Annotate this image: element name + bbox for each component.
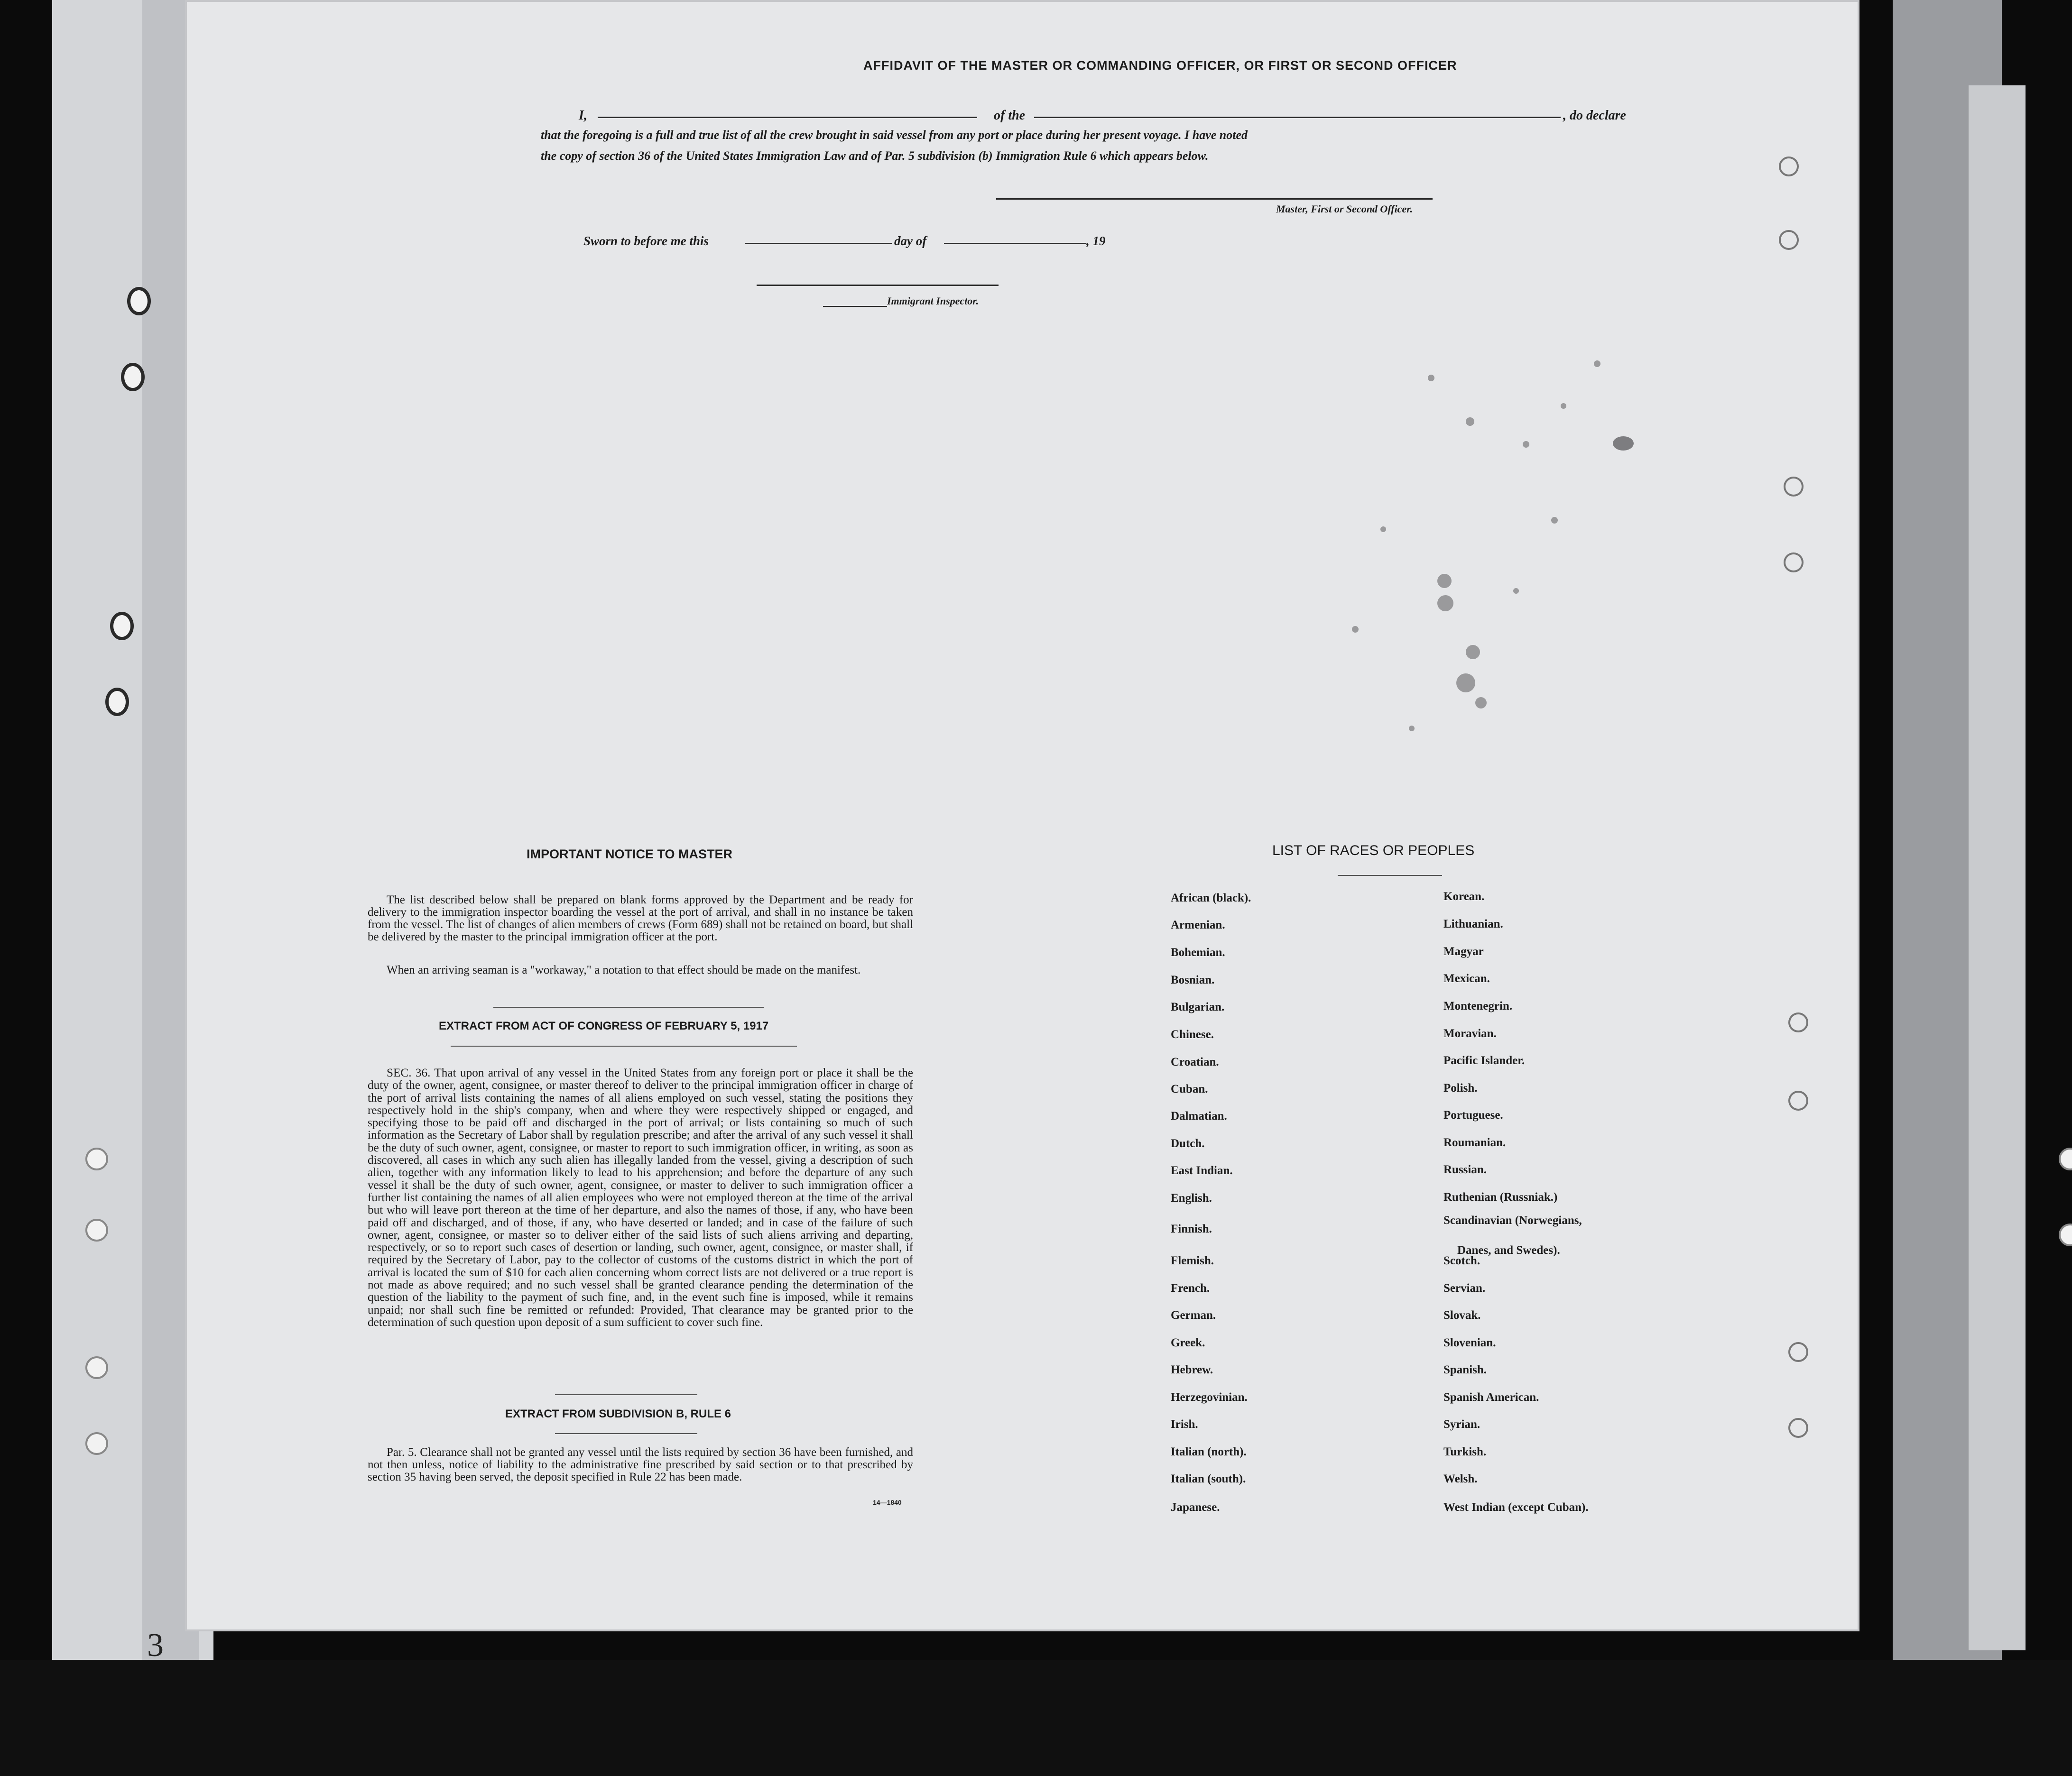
- ink-spot: [1437, 595, 1453, 611]
- declaration-statement-line2: the copy of section 36 of the United States Immigration Law and of Par. 5 subdivision (b) Immigration Rule 6 which appears below.: [541, 149, 1209, 163]
- punch-hole: [85, 1356, 108, 1379]
- sworn-label: Sworn to before me this: [583, 234, 709, 248]
- vessel-name-field[interactable]: [1034, 117, 1561, 118]
- race-right-item: Pacific Islander.: [1443, 1054, 1525, 1067]
- rule-extract-body: Par. 5. Clearance shall not be granted any vessel until the lists required by section 36 have been furnished, and not then unless, notice of liability to the administrative fine prescribed by said section or to that prescribed by section 35 having been served, the deposit specified in Rule 22 has been made.: [368, 1446, 913, 1483]
- ink-spot: [1561, 403, 1566, 409]
- race-right-item: Portuguese.: [1443, 1109, 1503, 1122]
- right-film-strip-edge: [1969, 85, 2026, 1650]
- vessel-label: of the: [994, 108, 1026, 123]
- ink-spot: [1594, 360, 1600, 367]
- declarant-name-field[interactable]: [598, 117, 977, 118]
- race-left-item: African (black).: [1171, 892, 1251, 904]
- binder-ring: [1788, 1012, 1808, 1032]
- race-right-item: Scandinavian (Norwegians,: [1443, 1214, 1582, 1227]
- binder-ring: [1784, 552, 1804, 572]
- race-left-item: Dutch.: [1171, 1137, 1205, 1150]
- race-left-item: German.: [1171, 1309, 1216, 1322]
- punch-hole: [2059, 1224, 2072, 1246]
- act-extract-heading: EXTRACT FROM ACT OF CONGRESS OF FEBRUARY 5, 1917: [439, 1020, 769, 1032]
- binder-ring: [1788, 1091, 1808, 1111]
- day-of-label: day of: [894, 234, 927, 248]
- section-divider: [493, 1007, 764, 1008]
- race-left-item: Herzegovinian.: [1171, 1391, 1248, 1404]
- race-left-item: Italian (north).: [1171, 1445, 1247, 1458]
- race-left-item: Bulgarian.: [1171, 1001, 1225, 1013]
- year-label: , 19: [1086, 234, 1106, 248]
- race-left-item: Croatian.: [1171, 1056, 1219, 1068]
- race-right-item: West Indian (except Cuban).: [1443, 1501, 1589, 1514]
- punch-hole: [127, 287, 151, 315]
- race-right-item: Polish.: [1443, 1082, 1478, 1095]
- race-left-item: Finnish.: [1171, 1223, 1212, 1235]
- binder-ring: [1788, 1342, 1808, 1362]
- race-right-item: Montenegrin.: [1443, 1000, 1513, 1012]
- affidavit-title: AFFIDAVIT OF THE MASTER OR COMMANDING OFFICER, OR FIRST OR SECOND OFFICER: [863, 58, 1457, 73]
- punch-hole: [105, 688, 129, 716]
- race-left-item: Cuban.: [1171, 1083, 1208, 1095]
- race-right-item: Servian.: [1443, 1282, 1486, 1295]
- punch-hole: [85, 1148, 108, 1170]
- race-left-item: English.: [1171, 1192, 1212, 1205]
- race-right-item: Welsh.: [1443, 1472, 1478, 1485]
- section-divider: [451, 1046, 797, 1047]
- ink-spot: [1409, 726, 1415, 731]
- binder-ring: [1784, 477, 1804, 497]
- ink-spot: [1475, 697, 1487, 709]
- races-heading-underline: [1338, 875, 1442, 876]
- binder-ring: [1779, 156, 1799, 176]
- race-right-item: Roumanian.: [1443, 1136, 1506, 1149]
- punch-hole: [85, 1432, 108, 1455]
- race-right-item: Korean.: [1443, 890, 1485, 903]
- declarant-label: I,: [579, 108, 587, 123]
- punch-hole: [121, 363, 145, 391]
- race-left-item: French.: [1171, 1282, 1210, 1295]
- inspector-caption: Immigrant Inspector.: [887, 295, 979, 307]
- race-right-item: Magyar: [1443, 945, 1484, 958]
- punch-hole: [2059, 1148, 2072, 1170]
- race-item: Danes, and Swedes).: [1457, 1244, 1560, 1257]
- race-right-item: Slovenian.: [1443, 1336, 1496, 1349]
- declaration-statement-line1: that the foregoing is a full and true list of all the crew brought in said vessel from any port or place during her present voyage. I have noted: [541, 128, 1248, 142]
- ink-spot: [1523, 441, 1529, 448]
- race-right-item: Russian.: [1443, 1163, 1487, 1176]
- race-left-item: Greek.: [1171, 1336, 1205, 1349]
- ink-spot: [1613, 436, 1634, 451]
- act-extract-body: SEC. 36. That upon arrival of any vessel in the United States from any foreign port or place it shall be the duty of the owner, agent, consignee, or master thereof to deliver to the principal immigration officer in charge of the port of arrival lists containing the names of all aliens employed on such vessel, stating the positions they respectively hold in the ship's company, when and where they were respectively shipped or engaged, and specifying those to be paid off and discharged in the port of arrival; or lists containing so much of such information as the Secretary of Labor shall by regulation prescribe; and after the arrival of any such vessel it shall be the duty of such owner, agent, consignee, or master to report to such immigration officer, in writing, as soon as discovered, all cases in which any such alien has illegally landed from the vessel, giving a description of such alien, together with any information likely to lead to his apprehension; and before the departure of any such vessel it shall be the duty of such owner, agent, consignee, or master to deliver to such immigration officer a further list containing the names of all alien employees who were not employed thereon at the time of the arrival but who will leave port thereon at the time of her departure, and also the names of those, if any, who have been paid off and discharged, and of those, if any, who have deserted or landed; and in case of the failure of such owner, agent, consignee, or master so to deliver either of the said lists of such aliens arriving and departing, respectively, or so to report such cases of desertion or landing, such owner, agent, consignee, or master shall, if required by the Secretary of Labor, pay to the collector of customs of the customs district in which the port of arrival is located the sum of $10 for each alien concerning whom correct lists are not delivered or a true report is not made as above required; and no such vessel shall be granted clearance pending the determination of the question of the liability to the payment of such fine, and, in the event such fine is imposed, while it remains unpaid; nor shall such fine be remitted or refunded: Provided, That clearance may be granted prior to the determination of such question upon deposit of a sum sufficient to cover such fine.: [368, 1067, 913, 1329]
- sworn-day-field[interactable]: [745, 243, 892, 244]
- race-left-item: Armenian.: [1171, 919, 1225, 931]
- race-left-item: Japanese.: [1171, 1501, 1220, 1514]
- race-left-item: Chinese.: [1171, 1028, 1214, 1041]
- inspector-caption-rule: [823, 306, 887, 307]
- manifest-page: [185, 0, 1859, 1631]
- margin-handwritten-note: 3: [147, 1627, 164, 1664]
- ink-spot: [1428, 375, 1434, 381]
- punch-hole: [85, 1219, 108, 1242]
- rule-extract-heading: EXTRACT FROM SUBDIVISION B, RULE 6: [505, 1408, 731, 1420]
- race-left-item: East Indian.: [1171, 1164, 1233, 1177]
- race-left-item: Italian (south).: [1171, 1472, 1246, 1485]
- race-right-item: Slovak.: [1443, 1309, 1481, 1322]
- binder-ring: [1779, 230, 1799, 250]
- races-heading: LIST OF RACES OR PEOPLES: [1272, 843, 1475, 858]
- notice-paragraph-1: The list described below shall be prepared on blank forms approved by the Department and be ready for delivery to the immigration inspector boarding the vessel at the port of arrival, and shall in no instance be taken from the vessel. The list of changes of alien members of crews (Form 689) shall not be retained on board, but shall be delivered by the master to the principal immigration officer at the port.: [368, 893, 913, 943]
- notice-paragraph-2: When an arriving seaman is a "workaway," a notation to that effect should be made on the manifest.: [387, 964, 861, 976]
- film-bottom-border: [0, 1660, 2072, 1776]
- ink-spot: [1380, 526, 1386, 532]
- race-left-item: Hebrew.: [1171, 1363, 1213, 1376]
- race-left-item: Dalmatian.: [1171, 1110, 1227, 1123]
- race-left-item: Flemish.: [1171, 1254, 1214, 1267]
- ink-spot: [1352, 626, 1359, 633]
- ink-spot: [1466, 417, 1474, 426]
- master-signature-field[interactable]: [996, 198, 1433, 200]
- master-signature-caption: Master, First or Second Officer.: [1276, 203, 1413, 215]
- ink-spot: [1551, 517, 1558, 524]
- race-right-item: Syrian.: [1443, 1418, 1480, 1431]
- race-left-item: Irish.: [1171, 1418, 1198, 1431]
- race-right-item: Mexican.: [1443, 972, 1490, 985]
- section-divider: [555, 1394, 697, 1395]
- race-left-item: Bohemian.: [1171, 946, 1225, 959]
- ink-spot: [1456, 673, 1475, 692]
- race-right-item: Ruthenian (Russniak.): [1443, 1191, 1558, 1204]
- section-divider: [555, 1433, 697, 1434]
- sworn-month-field[interactable]: [944, 243, 1086, 244]
- ink-spot: [1437, 574, 1452, 588]
- notice-heading: IMPORTANT NOTICE TO MASTER: [527, 847, 732, 861]
- inspector-signature-field[interactable]: [757, 285, 999, 286]
- race-right-item: Scotch.: [1443, 1254, 1480, 1267]
- ink-spot: [1466, 645, 1480, 659]
- race-right-item: Moravian.: [1443, 1027, 1497, 1040]
- do-declare-text: , do declare: [1563, 108, 1626, 123]
- ink-spot: [1513, 588, 1519, 594]
- punch-hole: [110, 612, 134, 640]
- race-right-item: Turkish.: [1443, 1445, 1487, 1458]
- race-right-item: Spanish.: [1443, 1363, 1487, 1376]
- race-right-item: Spanish American.: [1443, 1391, 1539, 1404]
- race-left-item: Bosnian.: [1171, 974, 1215, 986]
- race-right-item: Lithuanian.: [1443, 918, 1503, 930]
- form-number: 14—1840: [873, 1499, 902, 1506]
- binder-ring: [1788, 1418, 1808, 1438]
